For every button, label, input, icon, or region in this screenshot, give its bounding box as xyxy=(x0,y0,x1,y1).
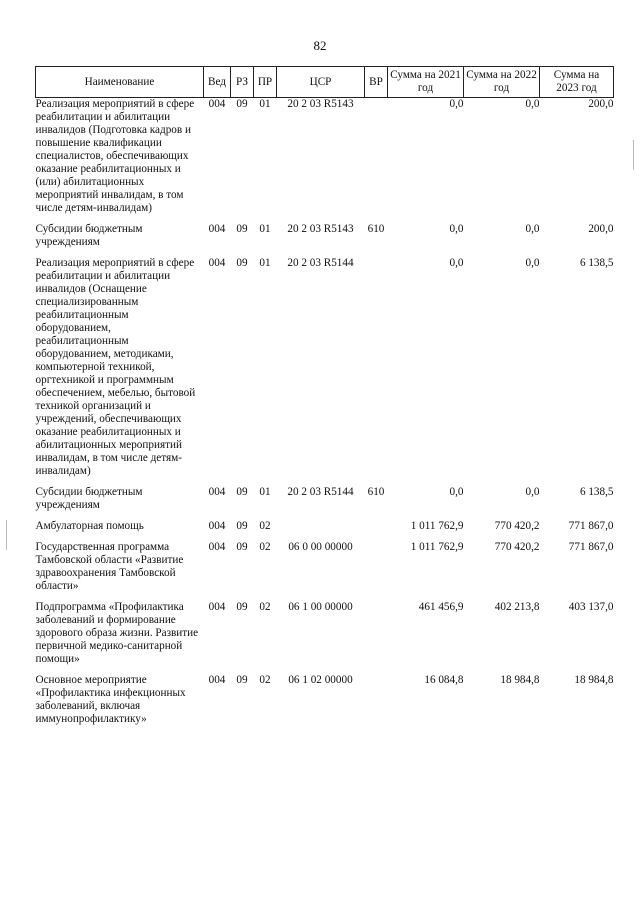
row-sum-2023: 200,0 xyxy=(588,223,614,235)
header-vr: ВР xyxy=(365,67,388,98)
row-vr xyxy=(365,257,388,478)
row-sum-2021: 0,0 xyxy=(449,223,464,235)
row-sum-2022: 770 420,2 xyxy=(494,520,540,532)
row-name: Субсидии бюджетным учреждениям xyxy=(35,223,143,248)
row-name: Реализация мероприятий в сфере реабилитации и абилитации инвалидов (Оснащение специализированным реабилитационным оборудованием, реабилитационным оборудованием, методиками, компьютерной техникой, оргтехникой и программным обеспечением, мебелью, бытовой техникой организаций и учреждений, обеспечивающих оказание реабилитационных и абилитационных мероприятий инвалидам, в том числе детям-инвалидам) xyxy=(35,257,196,477)
row-sum-2021: 0,0 xyxy=(449,257,464,269)
row-rz: 09 xyxy=(236,98,248,110)
row-ved: 004 xyxy=(208,486,226,498)
table-row xyxy=(36,520,614,533)
header-sum-2022: Сумма на 2022 год xyxy=(464,67,540,98)
row-sum-2023: 403 137,0 xyxy=(568,601,614,613)
row-csr: 06 1 00 00000 xyxy=(288,601,353,613)
row-pr: 01 xyxy=(259,486,271,498)
row-ved: 004 xyxy=(208,541,226,553)
row-name: Государственная программа Тамбовской области «Развитие здравоохранения Тамбовской области» xyxy=(35,541,184,592)
row-rz: 09 xyxy=(236,601,248,613)
header-name: Наименование xyxy=(36,67,204,98)
row-name: Субсидии бюджетным учреждениям xyxy=(35,486,143,511)
row-pr: 02 xyxy=(259,601,271,613)
header-csr: ЦСР xyxy=(277,67,365,98)
row-ved: 004 xyxy=(208,257,226,269)
table-row xyxy=(36,601,614,666)
row-sum-2021: 16 084,8 xyxy=(424,674,464,686)
header-ved: Вед xyxy=(204,67,231,98)
row-vr xyxy=(365,98,388,216)
row-vr xyxy=(365,520,388,533)
row-sum-2022: 402 213,8 xyxy=(494,601,540,613)
table-row xyxy=(36,257,614,478)
row-sum-2021: 1 011 762,9 xyxy=(410,520,464,532)
row-csr xyxy=(277,520,365,533)
row-csr: 20 2 03 R5144 xyxy=(287,486,354,498)
row-sum-2023: 6 138,5 xyxy=(579,257,614,269)
row-sum-2021: 461 456,9 xyxy=(418,601,464,613)
scan-artifact-left xyxy=(6,520,7,550)
row-sum-2022: 770 420,2 xyxy=(494,541,540,553)
header-sum-2023: Сумма на 2023 год xyxy=(540,67,614,98)
row-ved: 004 xyxy=(208,674,226,686)
row-sum-2022: 0,0 xyxy=(525,98,540,110)
row-rz: 09 xyxy=(236,520,248,532)
row-vr: 610 xyxy=(367,223,385,235)
row-ved: 004 xyxy=(208,98,226,110)
table-row xyxy=(36,486,614,512)
row-sum-2021: 0,0 xyxy=(449,98,464,110)
row-sum-2022: 0,0 xyxy=(525,486,540,498)
budget-table xyxy=(35,66,614,726)
row-sum-2022: 0,0 xyxy=(525,223,540,235)
table-row xyxy=(36,541,614,593)
row-sum-2023: 771 867,0 xyxy=(568,541,614,553)
row-pr: 01 xyxy=(259,257,271,269)
table-row xyxy=(36,98,614,216)
page-number: 82 xyxy=(313,38,327,53)
row-rz: 09 xyxy=(236,674,248,686)
row-name: Реализация мероприятий в сфере реабилитации и абилитации инвалидов (Подготовка кадров и повышение квалификации специалистов, обеспечивающих оказание реабилитационных и (или) абилитационных мероприятий инвалидам, в том числе детям-инвалидам) xyxy=(35,98,195,214)
scan-artifact-right xyxy=(633,140,634,170)
table-row xyxy=(36,674,614,726)
row-pr: 02 xyxy=(259,541,271,553)
row-csr: 06 0 00 00000 xyxy=(288,541,353,553)
table-row xyxy=(36,223,614,249)
row-csr: 20 2 03 R5143 xyxy=(287,98,354,110)
row-csr: 20 2 03 R5144 xyxy=(287,257,354,269)
row-ved: 004 xyxy=(208,520,226,532)
row-vr: 610 xyxy=(367,486,385,498)
row-rz: 09 xyxy=(236,257,248,269)
row-sum-2022: 18 984,8 xyxy=(500,674,540,686)
row-vr xyxy=(365,541,388,593)
row-csr: 06 1 02 00000 xyxy=(288,674,353,686)
row-rz: 09 xyxy=(236,486,248,498)
row-pr: 01 xyxy=(259,223,271,235)
row-pr: 01 xyxy=(259,98,271,110)
row-name: Основное мероприятие «Профилактика инфекционных заболеваний, включая иммунопрофилактику» xyxy=(35,674,186,725)
row-sum-2023: 771 867,0 xyxy=(568,520,614,532)
row-rz: 09 xyxy=(236,223,248,235)
row-sum-2021: 0,0 xyxy=(449,486,464,498)
row-sum-2023: 18 984,8 xyxy=(574,674,614,686)
row-vr xyxy=(365,601,388,666)
header-sum-2021: Сумма на 2021 год xyxy=(388,67,464,98)
row-sum-2021: 1 011 762,9 xyxy=(410,541,464,553)
row-pr: 02 xyxy=(259,520,271,532)
header-rz: РЗ xyxy=(231,67,254,98)
row-vr xyxy=(365,674,388,726)
row-ved: 004 xyxy=(208,601,226,613)
row-ved: 004 xyxy=(208,223,226,235)
row-sum-2023: 6 138,5 xyxy=(579,486,614,498)
row-sum-2023: 200,0 xyxy=(588,98,614,110)
row-sum-2022: 0,0 xyxy=(525,257,540,269)
row-rz: 09 xyxy=(236,541,248,553)
row-name: Амбулаторная помощь xyxy=(35,520,144,532)
row-pr: 02 xyxy=(259,674,271,686)
table-header-row xyxy=(36,67,614,98)
header-pr: ПР xyxy=(254,67,277,98)
row-csr: 20 2 03 R5143 xyxy=(287,223,354,235)
row-name: Подпрограмма «Профилактика заболеваний и формирование здорового образа жизни. Развитие первичной медико-санитарной помощи» xyxy=(35,601,199,665)
